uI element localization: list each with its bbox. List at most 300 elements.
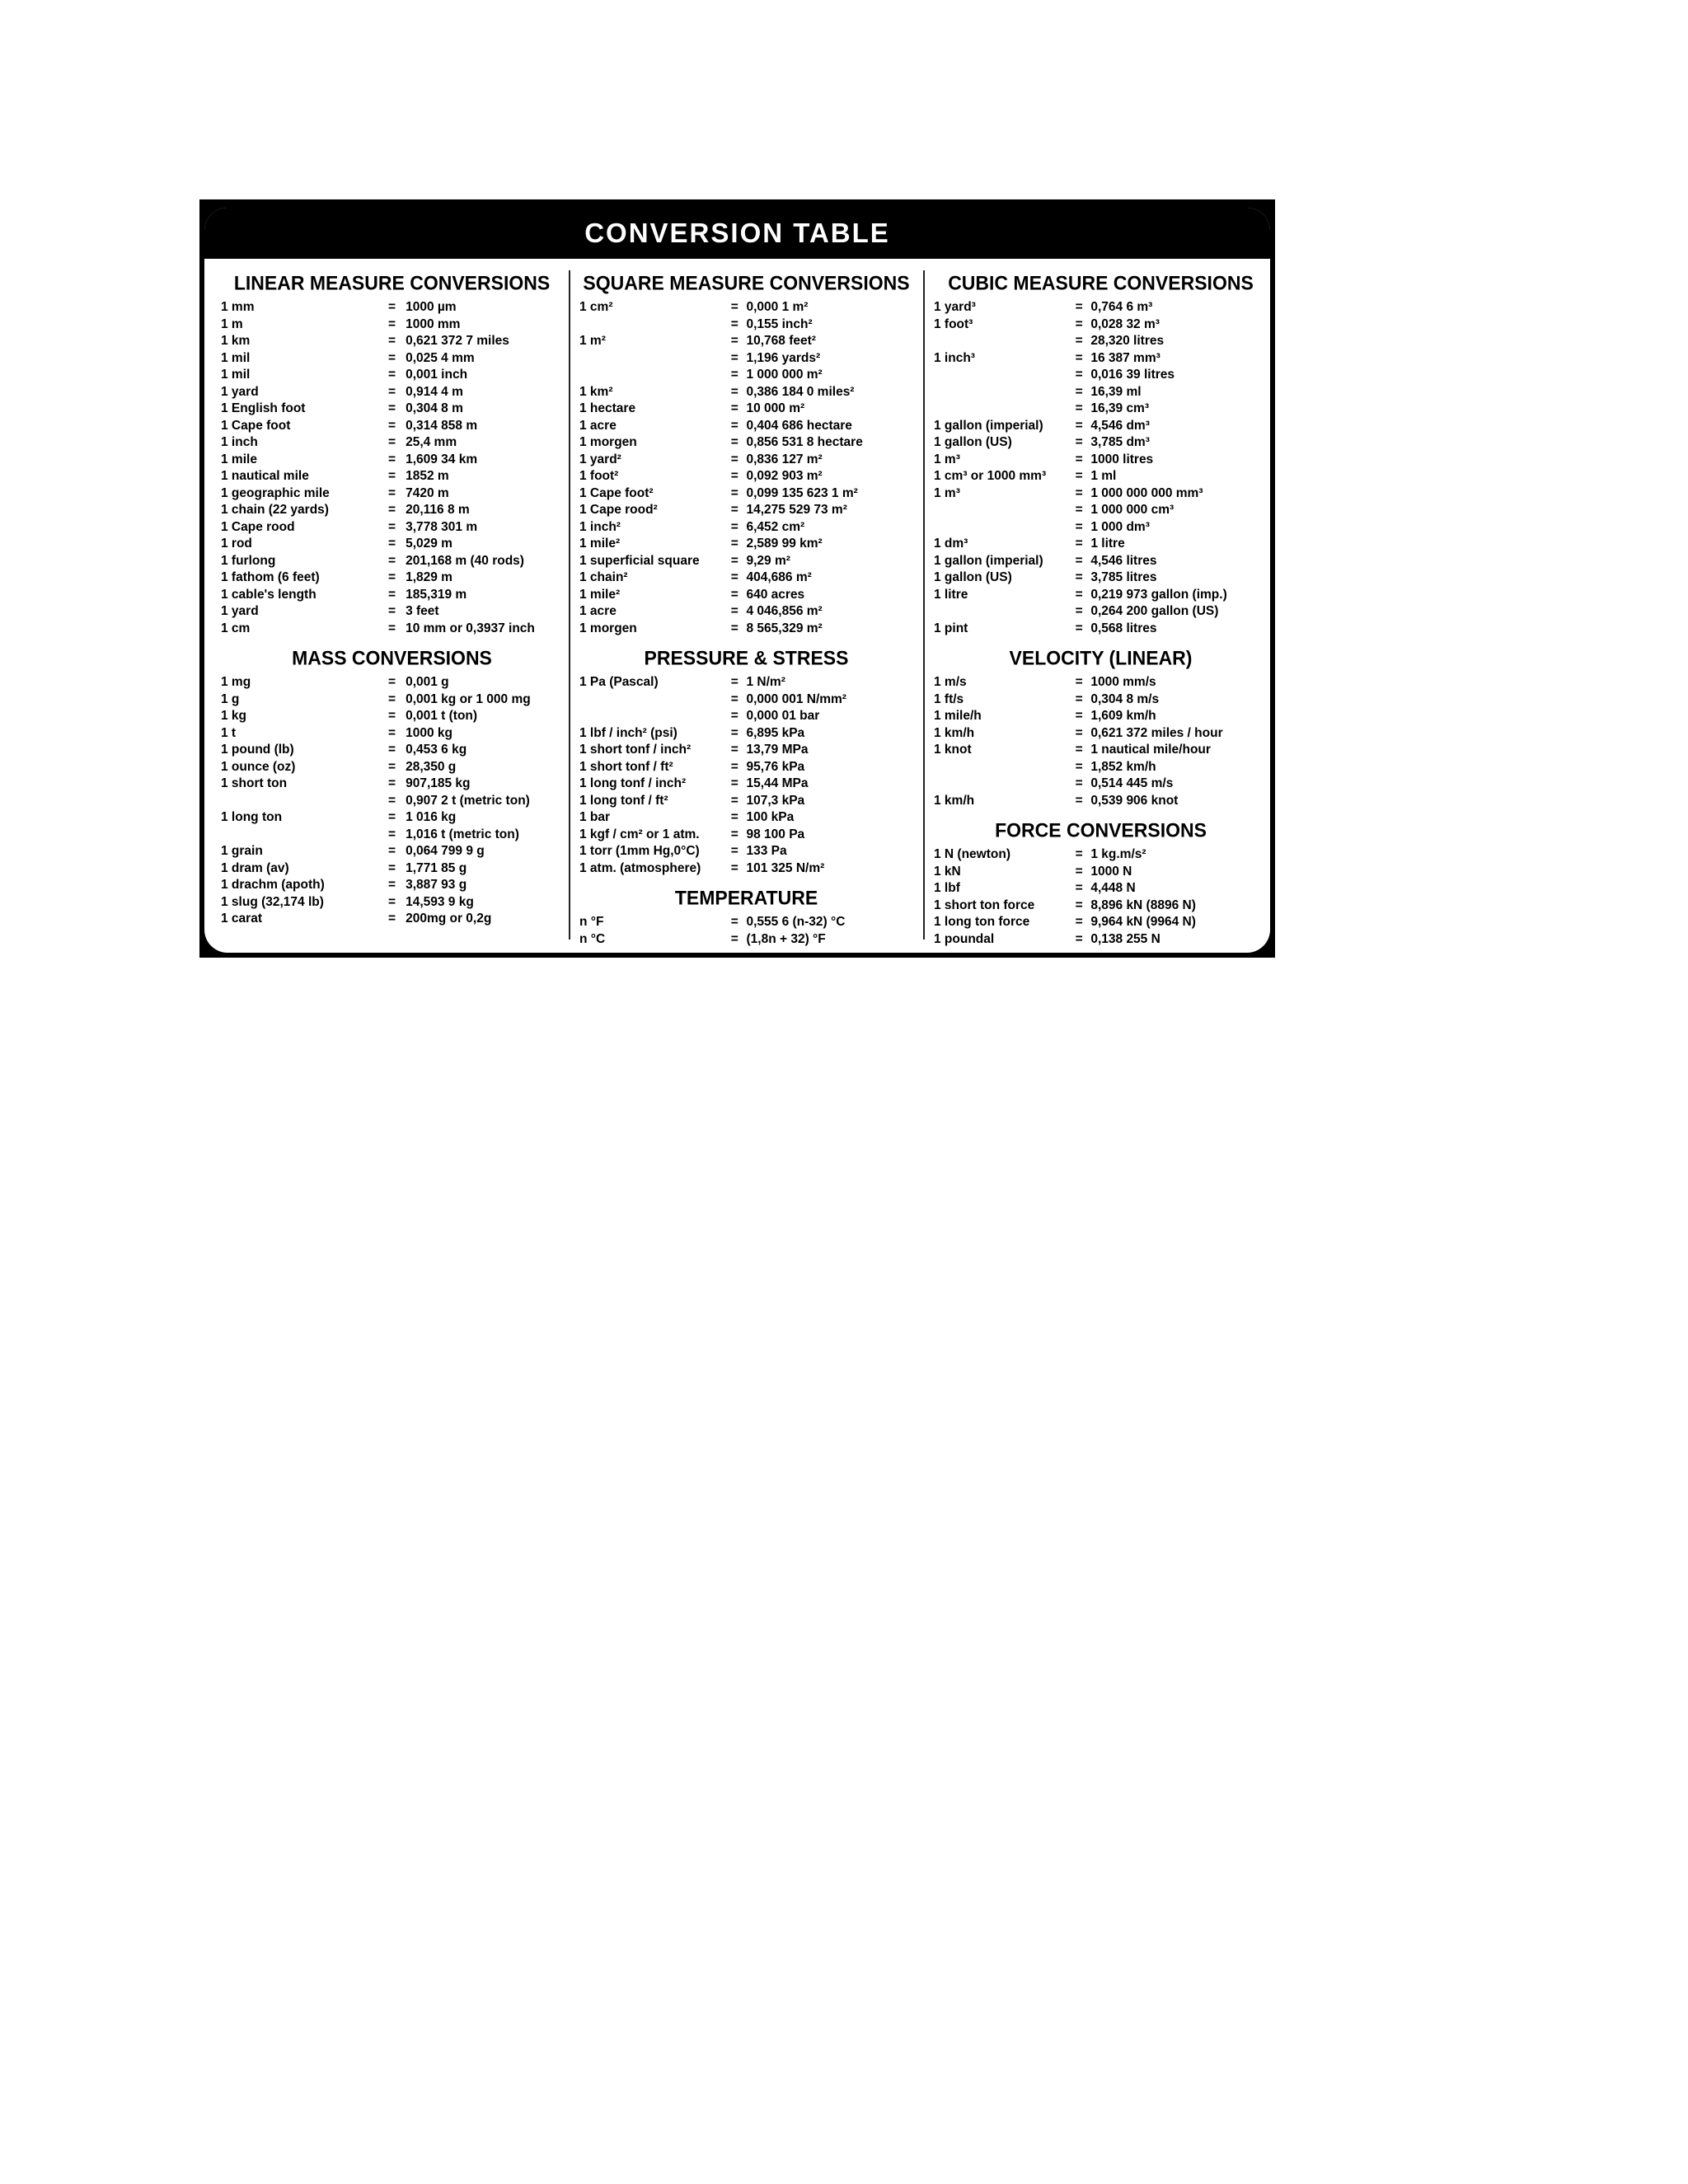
column-divider: [923, 270, 925, 940]
conversion-row: [221, 725, 563, 743]
value-cell: 0,000 1 m²: [746, 300, 809, 314]
value-cell: 0,386 184 0 miles²: [746, 384, 855, 399]
unit-cell: 1 foot²: [579, 469, 619, 483]
conversion-row: [221, 603, 563, 621]
value-cell: 2,589 99 km²: [746, 537, 823, 551]
unit-cell: 1 t: [221, 725, 237, 740]
section-pressure: [579, 674, 913, 877]
conversion-row: [934, 776, 1268, 793]
conversion-row: [221, 333, 563, 350]
equals-sign: =: [1075, 847, 1083, 861]
unit-cell: 1 cm²: [579, 300, 613, 314]
unit-cell: [579, 708, 723, 725]
equals-sign: =: [387, 350, 396, 365]
page-title: CONVERSION TABLE: [204, 208, 1270, 259]
equals-sign: =: [1075, 898, 1083, 912]
value-cell: 1 016 kg: [406, 810, 457, 824]
conversion-row: [579, 401, 913, 418]
conversion-row: [221, 401, 563, 418]
value-cell: 4,448 N: [1090, 881, 1136, 895]
value-cell: 1,852 km/h: [1090, 759, 1156, 774]
equals-sign: =: [730, 485, 738, 500]
unit-cell: 1 kgf / cm² or 1 atm.: [579, 827, 700, 841]
unit-cell: 1 dram (av): [221, 860, 289, 875]
value-cell: 185,319 m: [406, 587, 467, 602]
equals-sign: =: [387, 418, 396, 433]
value-cell: 9,29 m²: [746, 553, 790, 568]
equals-sign: =: [387, 810, 396, 824]
section-mass: [221, 674, 563, 928]
unit-cell: 1 fathom (6 feet): [221, 570, 320, 584]
equals-sign: =: [730, 570, 738, 584]
unit-cell: [934, 759, 1067, 776]
value-cell: 0,836 127 m²: [746, 452, 823, 466]
value-cell: 1 litre: [1090, 537, 1125, 551]
value-cell: 1000 N: [1090, 864, 1132, 879]
value-cell: 4 046,856 m²: [746, 604, 823, 618]
conversion-row: [934, 485, 1268, 503]
unit-cell: 1 geographic mile: [221, 485, 330, 500]
conversion-row: [934, 519, 1268, 537]
conversion-row: [934, 384, 1268, 401]
equals-sign: =: [730, 587, 738, 602]
value-cell: 9,964 kN (9964 N): [1090, 915, 1196, 929]
value-cell: 10 000 m²: [746, 401, 805, 415]
value-cell: 25,4 mm: [406, 435, 457, 449]
conversion-row: [221, 691, 563, 709]
unit-cell: 1 Cape foot²: [579, 485, 654, 500]
value-cell: 10,768 feet²: [746, 334, 816, 348]
unit-cell: 1 dm³: [934, 537, 968, 551]
conversion-row: [221, 299, 563, 316]
unit-cell: 1 gallon (imperial): [934, 553, 1043, 568]
value-cell: 1000 µm: [406, 300, 457, 314]
conversion-row: [221, 674, 563, 691]
value-cell: 0,099 135 623 1 m²: [746, 485, 858, 500]
unit-cell: 1 mg: [221, 675, 251, 689]
conversion-row: [579, 452, 913, 469]
value-cell: 13,79 MPa: [746, 743, 809, 757]
unit-cell: 1 Cape foot: [221, 418, 291, 433]
unit-cell: 1 short tonf / inch²: [579, 743, 692, 757]
unit-cell: 1 gallon (US): [934, 435, 1012, 449]
equals-sign: =: [387, 519, 396, 534]
equals-sign: =: [730, 368, 738, 382]
value-cell: 201,168 m (40 rods): [406, 553, 524, 568]
equals-sign: =: [1075, 334, 1083, 348]
value-cell: 0,304 8 m/s: [1090, 691, 1160, 706]
equals-sign: =: [1075, 931, 1083, 946]
unit-cell: 1 yard³: [934, 300, 976, 314]
value-cell: 95,76 kPa: [746, 759, 805, 774]
unit-cell: 1 m: [221, 316, 243, 331]
value-cell: 7420 m: [406, 485, 449, 500]
unit-cell: 1 gallon (imperial): [934, 418, 1043, 433]
unit-cell: 1 long ton force: [934, 915, 1030, 929]
conversion-row: [579, 708, 913, 725]
conversion-row: [221, 621, 563, 638]
equals-sign: =: [1075, 503, 1083, 517]
conversion-row: [579, 418, 913, 435]
unit-cell: 1 mile: [221, 452, 257, 466]
conversion-row: [934, 350, 1268, 368]
conversion-row: [579, 725, 913, 743]
equals-sign: =: [730, 621, 738, 635]
section-cubic: [934, 299, 1268, 637]
unit-cell: 1 chain²: [579, 570, 628, 584]
value-cell: 0,264 200 gallon (US): [1090, 604, 1219, 618]
equals-sign: =: [1075, 621, 1083, 635]
unit-cell: 1 furlong: [221, 553, 276, 568]
equals-sign: =: [1075, 401, 1083, 415]
conversion-row: [221, 827, 563, 844]
value-cell: 0,621 372 miles / hour: [1090, 725, 1223, 740]
value-cell: 0,514 445 m/s: [1090, 776, 1174, 790]
value-cell: 0,404 686 hectare: [746, 418, 852, 433]
unit-cell: 1 kN: [934, 864, 961, 879]
value-cell: 907,185 kg: [406, 776, 471, 790]
value-cell: 3 feet: [406, 604, 439, 618]
value-cell: 0,856 531 8 hectare: [746, 435, 863, 449]
unit-cell: 1 inch: [221, 435, 258, 449]
conversion-row: [579, 434, 913, 452]
equals-sign: =: [730, 915, 738, 929]
value-cell: 0,314 858 m: [406, 418, 478, 433]
unit-cell: 1 yard: [221, 604, 259, 618]
unit-cell: 1 acre: [579, 604, 617, 618]
unit-cell: 1 bar: [579, 810, 611, 824]
equals-sign: =: [730, 401, 738, 415]
equals-sign: =: [1075, 316, 1083, 331]
unit-cell: 1 yard: [221, 384, 259, 399]
unit-cell: [579, 691, 723, 709]
column-divider: [569, 270, 570, 940]
conversion-row: [579, 621, 913, 638]
conversion-row: [934, 725, 1268, 743]
equals-sign: =: [1075, 881, 1083, 895]
unit-cell: 1 gallon (US): [934, 570, 1012, 584]
equals-sign: =: [387, 709, 396, 723]
equals-sign: =: [387, 793, 396, 808]
equals-sign: =: [1075, 368, 1083, 382]
conversion-row: [579, 759, 913, 776]
conversion-row: [579, 827, 913, 844]
equals-sign: =: [387, 894, 396, 909]
value-cell: 1,829 m: [406, 570, 452, 584]
value-cell: 98 100 Pa: [746, 827, 805, 841]
equals-sign: =: [1075, 469, 1083, 483]
equals-sign: =: [387, 725, 396, 740]
unit-cell: [221, 827, 378, 844]
value-cell: 1,609 34 km: [406, 452, 478, 466]
unit-cell: 1 m³: [934, 485, 960, 500]
conversion-row: [221, 384, 563, 401]
conversion-row: [934, 316, 1268, 334]
equals-sign: =: [730, 334, 738, 348]
conversion-row: [579, 536, 913, 553]
equals-sign: =: [387, 759, 396, 774]
value-cell: 28,320 litres: [1090, 334, 1165, 348]
conversion-row: [221, 485, 563, 503]
conversion-row: [934, 708, 1268, 725]
conversion-row: [221, 418, 563, 435]
equals-sign: =: [387, 300, 396, 314]
conversion-row: [579, 809, 913, 827]
value-cell: 1852 m: [406, 469, 449, 483]
unit-cell: 1 mile²: [579, 587, 621, 602]
equals-sign: =: [730, 350, 738, 365]
equals-sign: =: [730, 300, 738, 314]
column-left: [221, 270, 563, 944]
unit-cell: 1 pint: [934, 621, 968, 635]
unit-cell: 1 mil: [221, 368, 251, 382]
equals-sign: =: [730, 691, 738, 706]
value-cell: 0,138 255 N: [1090, 931, 1160, 946]
conversion-row: [221, 519, 563, 537]
unit-cell: [934, 401, 1067, 418]
conversion-row: [579, 860, 913, 878]
equals-sign: =: [1075, 384, 1083, 399]
equals-sign: =: [1075, 452, 1083, 466]
conversion-row: [579, 793, 913, 810]
unit-cell: [579, 367, 723, 384]
value-cell: 1,016 t (metric ton): [406, 827, 519, 841]
equals-sign: =: [730, 743, 738, 757]
unit-cell: [934, 519, 1067, 537]
value-cell: 4,546 dm³: [1090, 418, 1150, 433]
equals-sign: =: [730, 675, 738, 689]
unit-cell: 1 Pa (Pascal): [579, 675, 659, 689]
equals-sign: =: [387, 316, 396, 331]
conversion-row: [579, 742, 913, 759]
value-cell: 0,555 6 (n-32) °C: [746, 915, 846, 929]
unit-cell: 1 poundal: [934, 931, 995, 946]
equals-sign: =: [1075, 553, 1083, 568]
conversion-row: [934, 553, 1268, 570]
column-middle: [579, 270, 913, 944]
unit-cell: 1 km/h: [934, 725, 975, 740]
equals-sign: =: [730, 725, 738, 740]
conversion-row: [579, 519, 913, 537]
equals-sign: =: [1075, 519, 1083, 534]
conversion-row: [579, 674, 913, 691]
unit-cell: 1 km: [221, 334, 251, 348]
unit-cell: 1 drachm (apoth): [221, 878, 325, 892]
unit-cell: [934, 333, 1067, 350]
equals-sign: =: [387, 452, 396, 466]
equals-sign: =: [387, 537, 396, 551]
unit-cell: 1 long tonf / inch²: [579, 776, 687, 790]
unit-cell: 1 grain: [221, 844, 263, 858]
value-cell: 100 kPa: [746, 810, 795, 824]
equals-sign: =: [730, 709, 738, 723]
equals-sign: =: [387, 675, 396, 689]
equals-sign: =: [387, 368, 396, 382]
value-cell: 1000 mm/s: [1090, 675, 1156, 689]
value-cell: 3,785 dm³: [1090, 435, 1150, 449]
conversion-row: [934, 880, 1268, 898]
section-title-mass: MASS CONVERSIONS: [292, 646, 492, 669]
value-cell: 1,609 km/h: [1090, 709, 1156, 723]
conversion-row: [579, 384, 913, 401]
equals-sign: =: [730, 519, 738, 534]
equals-sign: =: [730, 418, 738, 433]
unit-cell: 1 Cape rood: [221, 519, 295, 534]
equals-sign: =: [1075, 350, 1083, 365]
conversion-row: [221, 877, 563, 894]
conversion-row: [934, 691, 1268, 709]
unit-cell: 1 inch²: [579, 519, 621, 534]
unit-cell: 1 cm: [221, 621, 251, 635]
conversion-row: [579, 776, 913, 793]
conversion-row: [221, 350, 563, 368]
equals-sign: =: [730, 316, 738, 331]
value-cell: 0,621 372 7 miles: [406, 334, 509, 348]
value-cell: 8,896 kN (8896 N): [1090, 898, 1196, 912]
equals-sign: =: [730, 810, 738, 824]
unit-cell: [934, 384, 1067, 401]
value-cell: 640 acres: [746, 587, 805, 602]
conversion-row: [579, 569, 913, 587]
value-cell: 1000 mm: [406, 316, 461, 331]
unit-cell: 1 knot: [934, 743, 972, 757]
value-cell: 0,092 903 m²: [746, 469, 823, 483]
unit-cell: [579, 350, 723, 368]
equals-sign: =: [387, 844, 396, 858]
equals-sign: =: [387, 553, 396, 568]
value-cell: 0,001 inch: [406, 368, 468, 382]
equals-sign: =: [730, 537, 738, 551]
value-cell: 16 387 mm³: [1090, 350, 1160, 365]
conversion-row: [221, 367, 563, 384]
conversion-row: [934, 401, 1268, 418]
unit-cell: 1 short tonf / ft²: [579, 759, 673, 774]
section-title-velocity: VELOCITY (LINEAR): [1009, 646, 1193, 669]
equals-sign: =: [730, 604, 738, 618]
equals-sign: =: [387, 503, 396, 517]
conversion-row: [221, 569, 563, 587]
equals-sign: =: [1075, 537, 1083, 551]
conversion-row: [579, 502, 913, 519]
equals-sign: =: [387, 621, 396, 635]
value-cell: 6,895 kPa: [746, 725, 805, 740]
conversion-row: [221, 793, 563, 810]
equals-sign: =: [387, 691, 396, 706]
unit-cell: 1 acre: [579, 418, 617, 433]
section-title-pressure: PRESSURE & STRESS: [644, 646, 849, 669]
equals-sign: =: [730, 503, 738, 517]
conversion-row: [934, 502, 1268, 519]
conversion-row: [934, 452, 1268, 469]
unit-cell: 1 hectare: [579, 401, 636, 415]
conversion-row: [934, 603, 1268, 621]
equals-sign: =: [730, 435, 738, 449]
value-cell: 0,304 8 m: [406, 401, 463, 415]
equals-sign: =: [1075, 435, 1083, 449]
value-cell: 1 000 000 m²: [746, 368, 823, 382]
equals-sign: =: [1075, 743, 1083, 757]
conversion-table-card: [199, 199, 1275, 958]
value-cell: 1000 kg: [406, 725, 452, 740]
conversion-row: [934, 367, 1268, 384]
section-title-temperature: TEMPERATURE: [674, 886, 818, 909]
unit-cell: 1 long ton: [221, 810, 283, 824]
conversion-row: [221, 759, 563, 776]
conversion-row: [579, 914, 913, 931]
unit-cell: 1 m/s: [934, 675, 967, 689]
unit-cell: 1 lbf: [934, 881, 960, 895]
unit-cell: n °F: [579, 915, 604, 929]
unit-cell: 1 km/h: [934, 793, 975, 808]
conversion-row: [221, 843, 563, 860]
equals-sign: =: [387, 743, 396, 757]
section-title-cubic: CUBIC MEASURE CONVERSIONS: [948, 271, 1254, 294]
value-cell: 0,000 01 bar: [746, 709, 820, 723]
unit-cell: [934, 603, 1067, 621]
unit-cell: 1 N (newton): [934, 847, 1010, 861]
equals-sign: =: [387, 878, 396, 892]
equals-sign: =: [730, 860, 738, 875]
conversion-row: [221, 536, 563, 553]
conversion-row: [934, 898, 1268, 915]
unit-cell: 1 inch³: [934, 350, 975, 365]
unit-cell: 1 kg: [221, 709, 247, 723]
unit-cell: 1 mm: [221, 300, 255, 314]
value-cell: 0,539 906 knot: [1090, 793, 1179, 808]
value-cell: 0,064 799 9 g: [406, 844, 485, 858]
unit-cell: 1 Cape rood²: [579, 503, 658, 517]
value-cell: 1 000 000 000 mm³: [1090, 485, 1203, 500]
conversion-row: [579, 691, 913, 709]
value-cell: 0,155 inch²: [746, 316, 813, 331]
value-cell: 28,350 g: [406, 759, 457, 774]
value-cell: 16,39 ml: [1090, 384, 1142, 399]
card-body: [204, 208, 1270, 953]
equals-sign: =: [1075, 793, 1083, 808]
equals-sign: =: [1075, 418, 1083, 433]
conversion-row: [934, 587, 1268, 604]
value-cell: 0,453 6 kg: [406, 743, 467, 757]
value-cell: 1,196 yards²: [746, 350, 821, 365]
value-cell: 0,025 4 mm: [406, 350, 475, 365]
value-cell: 0,568 litres: [1090, 621, 1157, 635]
value-cell: 200mg or 0,2g: [406, 912, 492, 926]
equals-sign: =: [1075, 776, 1083, 790]
unit-cell: [934, 502, 1067, 519]
conversion-row: [934, 742, 1268, 759]
value-cell: 0,016 39 litres: [1090, 368, 1175, 382]
equals-sign: =: [730, 776, 738, 790]
conversion-row: [579, 843, 913, 860]
conversion-row: [221, 434, 563, 452]
section-linear: [221, 299, 563, 637]
unit-cell: 1 chain (22 yards): [221, 503, 329, 517]
unit-cell: 1 pound (lb): [221, 743, 294, 757]
unit-cell: 1 cm³ or 1000 mm³: [934, 469, 1047, 483]
value-cell: 0,219 973 gallon (imp.): [1090, 587, 1227, 602]
conversion-row: [934, 914, 1268, 931]
unit-cell: 1 ounce (oz): [221, 759, 296, 774]
value-cell: 16,39 cm³: [1090, 401, 1150, 415]
unit-cell: 1 mile²: [579, 537, 621, 551]
conversion-row: [221, 860, 563, 878]
unit-cell: n °C: [579, 931, 606, 946]
unit-cell: 1 litre: [934, 587, 968, 602]
equals-sign: =: [387, 587, 396, 602]
unit-cell: 1 m²: [579, 334, 606, 348]
equals-sign: =: [387, 604, 396, 618]
value-cell: 0,001 t (ton): [406, 709, 478, 723]
